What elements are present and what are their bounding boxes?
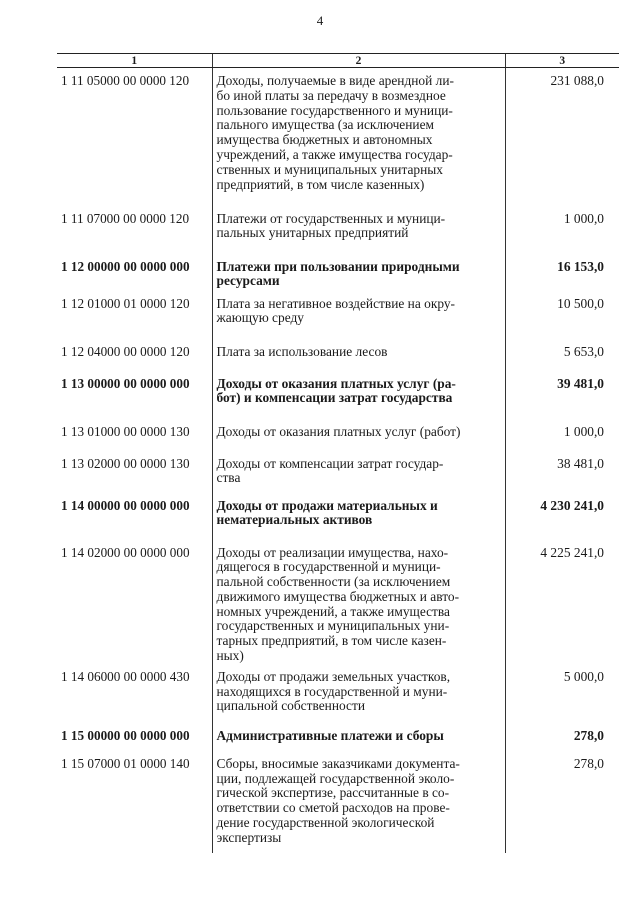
amount-cell: 278,0: [505, 751, 619, 853]
table-row: [57, 371, 619, 419]
budget-code-cell: 1 14 02000 00 0000 000: [61, 544, 190, 560]
amount-cell: 4 225 241,0: [505, 540, 619, 664]
budget-code-cell: 1 14 00000 00 0000 000: [61, 497, 190, 513]
description-line: Доходы от компенсации затрат государ-: [216, 455, 444, 471]
amount-cell: 38 481,0: [505, 451, 619, 493]
table-body: [57, 68, 619, 854]
table-row: [57, 68, 619, 206]
amount-cell: 16 153,0: [505, 254, 619, 291]
description-line: Доходы от продажи земельных участков,: [216, 668, 451, 684]
description-cell: [212, 254, 505, 291]
description-line: государственных и муниципальных уни-: [216, 618, 450, 634]
description-line: экспертизы: [216, 829, 282, 845]
description-line: ресурсами: [216, 273, 280, 289]
description-line: пальных унитарных предприятий: [216, 225, 409, 241]
description-cell: [212, 206, 505, 254]
header-col-1: 1: [57, 54, 212, 68]
description-line: предприятий, в том числе казенных): [216, 176, 425, 192]
description-line: ответствии со сметой расходов на прове-: [216, 800, 450, 816]
description-line: учреждений, а также имущества государ-: [216, 146, 453, 162]
description-line: гической экспертизе, рассчитанные в со-: [216, 785, 450, 801]
amount-cell: 231 088,0: [505, 68, 619, 206]
amount-cell: 39 481,0: [505, 371, 619, 419]
amount-cell: 5 000,0: [505, 664, 619, 723]
budget-code-cell: 1 12 01000 01 0000 120: [61, 295, 190, 311]
description-cell: [212, 419, 505, 451]
description-line: пользование государственного и муници-: [216, 102, 453, 118]
description-line: нематериальных активов: [216, 512, 373, 528]
table-row: [57, 751, 619, 853]
header-col-3: 3: [505, 54, 619, 68]
amount-cell: 1 000,0: [505, 206, 619, 254]
description-cell: [212, 723, 505, 751]
budget-code-cell: 1 12 04000 00 0000 120: [61, 343, 190, 359]
budget-code-cell: 1 13 00000 00 0000 000: [61, 375, 190, 391]
description-line: Платежи от государственных и муници-: [216, 210, 446, 226]
description-line: ципальной собственности: [216, 698, 365, 714]
amount-cell: 1 000,0: [505, 419, 619, 451]
description-line: имущества бюджетных и автономных: [216, 132, 433, 148]
description-line: Доходы от оказания платных услуг (работ): [216, 423, 461, 439]
table-row: [57, 493, 619, 540]
description-cell: [212, 751, 505, 853]
budget-code-cell: 1 11 05000 00 0000 120: [61, 73, 190, 88]
description-line: бот) и компенсации затрат государства: [216, 390, 453, 406]
budget-code-cell: 1 14 06000 00 0000 430: [61, 668, 190, 684]
header-col-2: 2: [212, 54, 505, 68]
budget-code-cell: 1 15 07000 01 0000 140: [61, 755, 190, 771]
description-line: Доходы, получаемые в виде арендной ли-: [216, 73, 454, 88]
description-line: находящихся в государственной и муни-: [216, 683, 448, 699]
table-row: [57, 723, 619, 751]
description-cell: [212, 291, 505, 339]
description-line: Доходы от продажи материальных и: [216, 497, 438, 513]
description-line: дение государственной экологической: [216, 815, 435, 831]
table-row: [57, 339, 619, 371]
budget-code-cell: 1 12 00000 00 0000 000: [61, 258, 190, 274]
description-cell: [212, 68, 505, 206]
description-line: пальной собственности (за исключением: [216, 574, 451, 590]
description-cell: [212, 540, 505, 664]
description-line: бо иной платы за передачу в возмездное: [216, 87, 446, 103]
description-line: пального имущества (за исключением: [216, 117, 434, 133]
description-line: Сборы, вносимые заказчиками документа-: [216, 755, 460, 771]
description-line: ственных и муниципальных унитарных: [216, 161, 443, 177]
amount-cell: 5 653,0: [505, 339, 619, 371]
description-line: ства: [216, 470, 241, 486]
budget-code-cell: 1 13 01000 00 0000 130: [61, 423, 190, 439]
table-row: [57, 540, 619, 664]
amount-cell: 10 500,0: [505, 291, 619, 339]
description-line: Плата за негативное воздействие на окру-: [216, 295, 455, 311]
description-line: жающую среду: [216, 310, 304, 326]
amount-cell: 278,0: [505, 723, 619, 751]
revenue-table: [57, 53, 619, 853]
description-line: тарных предприятий, в том числе казен-: [216, 633, 447, 649]
description-line: Административные платежи и сборы: [216, 727, 444, 743]
budget-code-cell: 1 11 07000 00 0000 120: [61, 210, 190, 226]
description-cell: [212, 371, 505, 419]
description-cell: [212, 493, 505, 540]
description-line: ных): [216, 648, 244, 664]
description-line: дящегося в государственной и муници-: [216, 559, 441, 575]
table-row: [57, 291, 619, 339]
description-line: Доходы от оказания платных услуг (ра-: [216, 375, 456, 391]
description-cell: [212, 339, 505, 371]
description-line: ции, подлежащей государственной эколо-: [216, 770, 455, 786]
table-row: [57, 419, 619, 451]
description-line: Платежи при пользовании природными: [216, 258, 460, 274]
table-row: [57, 451, 619, 493]
budget-code-cell: 1 15 00000 00 0000 000: [61, 727, 190, 743]
page-number: 4: [316, 13, 324, 28]
table-header: [57, 54, 619, 68]
table-row: [57, 664, 619, 723]
description-cell: [212, 664, 505, 723]
description-cell: [212, 451, 505, 493]
description-line: Доходы от реализации имущества, нахо-: [216, 544, 449, 560]
description-line: номных учреждений, а также имущества: [216, 603, 450, 619]
description-line: движимого имущества бюджетных и авто-: [216, 588, 460, 604]
table-row: [57, 254, 619, 291]
description-line: Плата за использование лесов: [216, 343, 388, 359]
budget-code-cell: 1 13 02000 00 0000 130: [61, 455, 190, 471]
table-row: [57, 206, 619, 254]
amount-cell: 4 230 241,0: [505, 493, 619, 540]
